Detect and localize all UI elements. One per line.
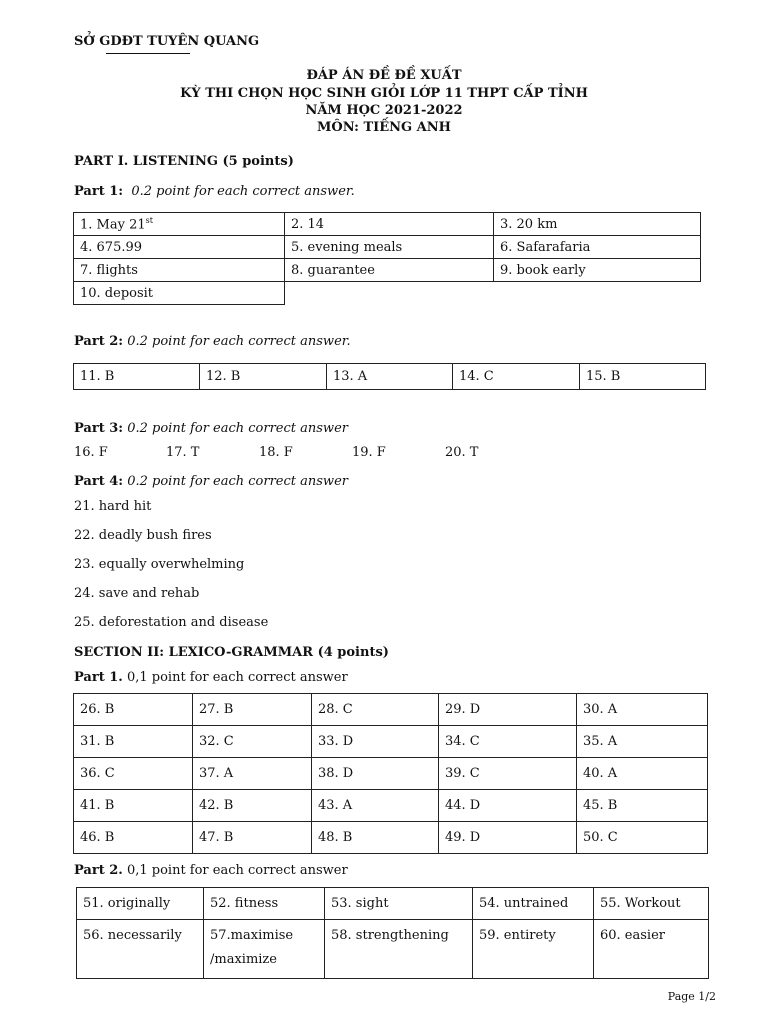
- listening-part1-label: [74, 184, 355, 199]
- answer-cell: [204, 920, 325, 979]
- answer-item: 18. F: [259, 445, 293, 460]
- listening-heading: PART I. LISTENING (5 points): [74, 154, 294, 169]
- answer-cell: 36. C: [74, 758, 193, 790]
- part-note: 0.2 point for each correct answer.: [127, 334, 351, 349]
- answer-item: 16. F: [74, 445, 108, 460]
- organization-underline: [106, 53, 190, 54]
- answer-cell: 27. B: [193, 694, 312, 726]
- answer-cell: 33. D: [312, 726, 439, 758]
- listening-part2-label: [74, 334, 351, 349]
- answer-cell: 29. D: [439, 694, 577, 726]
- answer-line: 24. save and rehab: [74, 586, 200, 601]
- answer-cell: 48. B: [312, 822, 439, 854]
- answer-cell: 55. Workout: [594, 888, 709, 920]
- empty-cell: [285, 282, 494, 305]
- answer-text: 57.maximise: [210, 928, 294, 943]
- answer-cell: 53. sight: [325, 888, 473, 920]
- answer-cell: 1. May 21st: [74, 213, 285, 236]
- answer-cell: 46. B: [74, 822, 193, 854]
- answer-cell: 12. B: [200, 364, 327, 390]
- listening-part4-label: [74, 474, 348, 489]
- answer-cell: 8. guarantee: [285, 259, 494, 282]
- answer-cell: 14. C: [453, 364, 580, 390]
- answer-cell: 37. A: [193, 758, 312, 790]
- answer-cell: 32. C: [193, 726, 312, 758]
- answer-cell: 50. C: [577, 822, 708, 854]
- part-note: 0.2 point for each correct answer: [127, 421, 348, 436]
- answer-cell: 56. necessarily: [77, 920, 204, 979]
- answer-item: 17. T: [166, 445, 200, 460]
- listening-part1-table: [73, 212, 701, 305]
- part-label: Part 2.: [74, 863, 123, 878]
- doc-title-line-3: NĂM HỌC 2021-2022: [305, 103, 463, 118]
- answer-cell: 30. A: [577, 694, 708, 726]
- lexico-part1-label: [74, 670, 348, 685]
- answer-cell: 47. B: [193, 822, 312, 854]
- answer-cell: 26. B: [74, 694, 193, 726]
- answer-cell: 9. book early: [494, 259, 701, 282]
- answer-cell: 58. strengthening: [325, 920, 473, 979]
- answer-cell: 4. 675.99: [74, 236, 285, 259]
- answer-cell: 43. A: [312, 790, 439, 822]
- answer-cell: 51. originally: [77, 888, 204, 920]
- answer-cell: 52. fitness: [204, 888, 325, 920]
- answer-cell: 7. flights: [74, 259, 285, 282]
- listening-part3-answers: [74, 445, 674, 463]
- lexico-heading: SECTION II: LEXICO-GRAMMAR (4 points): [74, 645, 389, 660]
- lexico-part1-table: [73, 693, 708, 854]
- answer-cell: 28. C: [312, 694, 439, 726]
- answer-cell: 13. A: [327, 364, 453, 390]
- empty-cell: [494, 282, 701, 305]
- answer-cell: 39. C: [439, 758, 577, 790]
- part-label: Part 4:: [74, 474, 124, 489]
- part-label: Part 1:: [74, 184, 124, 199]
- answer-line: 22. deadly bush fires: [74, 528, 212, 543]
- part-label: Part 2:: [74, 334, 124, 349]
- answer-cell: 60. easier: [594, 920, 709, 979]
- listening-part3-label: [74, 421, 348, 436]
- answer-cell: 2. 14: [285, 213, 494, 236]
- answer-cell: 10. deposit: [74, 282, 285, 305]
- answer-item: 19. F: [352, 445, 386, 460]
- part-label: Part 1.: [74, 670, 123, 685]
- doc-title-line-1: ĐÁP ÁN ĐỀ ĐỀ XUẤT: [306, 68, 462, 83]
- answer-cell: 45. B: [577, 790, 708, 822]
- listening-part2-table: [73, 363, 706, 390]
- answer-line: 21. hard hit: [74, 499, 152, 514]
- lexico-part2-label: [74, 863, 348, 878]
- answer-cell: 11. B: [74, 364, 200, 390]
- part-note: 0,1 point for each correct answer: [126, 670, 348, 685]
- doc-title-line-4: MÔN: TIẾNG ANH: [317, 120, 451, 135]
- part-note: 0.2 point for each correct answer.: [131, 184, 355, 199]
- answer-cell: 41. B: [74, 790, 193, 822]
- organization-name: SỞ GDĐT TUYÊN QUANG: [74, 34, 260, 49]
- answer-cell: 49. D: [439, 822, 577, 854]
- answer-line: 25. deforestation and disease: [74, 615, 269, 630]
- page-number: Page 1/2: [667, 990, 716, 1003]
- answer-cell: 40. A: [577, 758, 708, 790]
- doc-title-line-2: KỲ THI CHỌN HỌC SINH GIỎI LỚP 11 THPT CẤP TỈNH: [180, 86, 588, 101]
- answer-cell: 38. D: [312, 758, 439, 790]
- answer-cell: 42. B: [193, 790, 312, 822]
- answer-cell: 34. C: [439, 726, 577, 758]
- part-note: 0.2 point for each correct answer: [127, 474, 348, 489]
- answer-item: 20. T: [445, 445, 479, 460]
- answer-cell: 35. A: [577, 726, 708, 758]
- answer-text-alt: /maximize: [210, 952, 277, 967]
- answer-cell: 44. D: [439, 790, 577, 822]
- answer-cell: 5. evening meals: [285, 236, 494, 259]
- answer-cell: 59. entirety: [473, 920, 594, 979]
- answer-cell: 54. untrained: [473, 888, 594, 920]
- answer-cell: 15. B: [580, 364, 706, 390]
- answer-cell: 3. 20 km: [494, 213, 701, 236]
- answer-cell: 6. Safarafaria: [494, 236, 701, 259]
- lexico-part2-table: [76, 887, 709, 979]
- answer-line: 23. equally overwhelming: [74, 557, 245, 572]
- part-label: Part 3:: [74, 421, 124, 436]
- answer-cell: 31. B: [74, 726, 193, 758]
- part-note: 0,1 point for each correct answer: [126, 863, 348, 878]
